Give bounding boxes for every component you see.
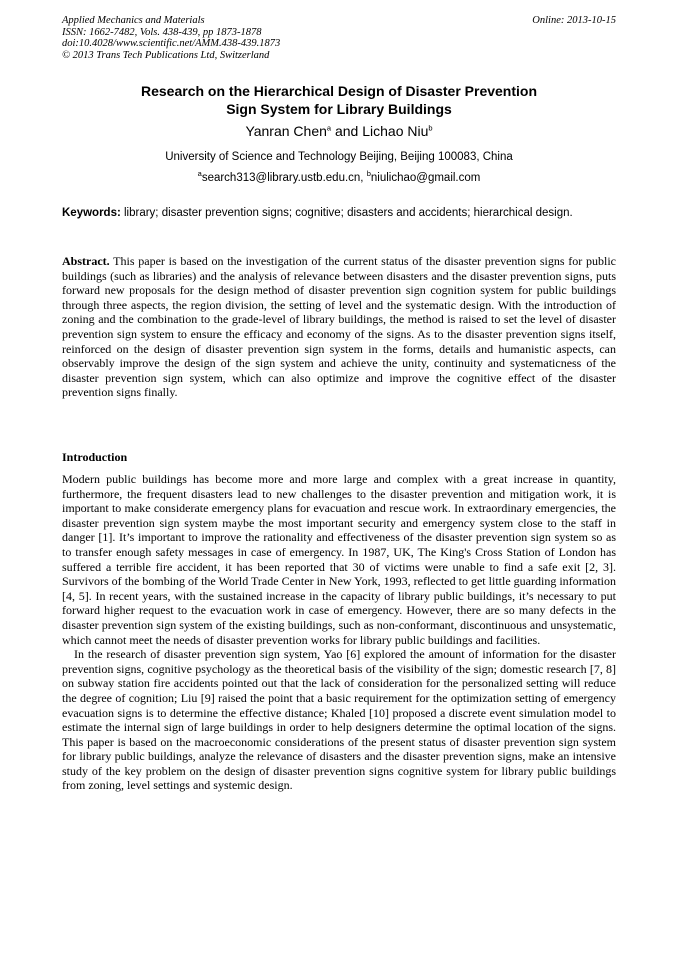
online-date: Online: 2013-10-15: [532, 15, 616, 26]
keywords-text: library; disaster prevention signs; cognitive; disasters and accidents; hierarchical design.: [120, 207, 573, 219]
keywords-label: Keywords:: [62, 207, 121, 219]
author-2: Lichao Niu: [362, 123, 429, 139]
paper-title: [62, 82, 616, 118]
email-b-mark: b: [366, 169, 371, 179]
intro-paragraph-1: Modern public buildings has become more and more large and complex with a great increase in quantity, furthermore, the frequent disasters lead to new challenges to the disaster prevention and mitigation work, it is important to make considerate emergency plans for evacuation and rescue work. In extraordinary emergencies, the disaster prevention sign system maybe the most important security and emergency system close to the staff in danger [1]. It’s important to improve the rationality and effectiveness of the disaster prevention sign system so as to transfer enough safety messages in case of emergency. In 1987, UK, The King's Cross Station of London has suffered a terrible fire accident, it has been reported that 30 of victims were unable to find a safe exit [2, 3]. Survivors of the bombing of the World Trade Center in New York, 1993, reflected to get little guarding information [4, 5]. In recent years, with the sustained increase in the capacity of library public buildings, it’s necessary to put forward higher request to the evacuation work in case of emergency. However, there are so many defects in the disaster prevention sign system of the existing buildings, such as non-conformant, discontinuous and unsystematic, which cannot meet the needs of disaster prevention works for library public buildings and facilities.: [62, 472, 616, 647]
journal-doi: doi:10.4028/www.scientific.net/AMM.438-439.1873: [62, 38, 281, 49]
section-heading-introduction: Introduction: [62, 450, 128, 464]
intro-paragraph-2: In the research of disaster prevention sign system, Yao [6] explored the amount of information for the disaster prevention signs, cognitive psychology as the theoretical basis of the visibility of the sign; domestic research [7, 8] on subway station fire accidents pointed out that the lack of consideration for the personalized setting will reduce the degree of cognition; Liu [9] raised the point that a basic requirement for the optimization setting of emergency evacuation signs is to determine the effective distance; Khaled [10] proposed a discrete event simulation model to estimate the internal sign of large buildings in order to help designers determine the optimal location of the signs. This paper is based on the macroeconomic considerations of the present status of disaster prevention sign system for library public buildings, analyze the relevance of disasters and the disaster prevention signs, make an intensive study of the key problem on the design of disaster prevention signs cognitive system for library public buildings from zoning, level settings and systemic design.: [62, 647, 616, 793]
abstract-text: This paper is based on the investigation of the current status of the disaster prevention signs for public buildings (such as libraries) and the analysis of relevance between disasters and the disaster prevention signs, puts forward new proposals for the design method of disaster prevention sign cognition system for public buildings through three aspects, the region division, the setting of level and the systematic design. With the introduction of zoning and the combination to the grade-level of library buildings, the method is raised to set the level of disaster prevention sign system to ensure the efficacy and economy of the signs. As to the disaster prevention signs itself, reinforced on the design of disaster prevention sign system in the forms, details and humanistic aspects, can observably improve the design of the sign system and achieve the unity, continuity and systematicness of the disaster prevention sign system, which can also optimize and improve the cognitive effect of the disaster prevention signs finally.: [62, 254, 616, 400]
author-emails: [62, 171, 616, 185]
author-1: Yanran Chen: [245, 123, 327, 139]
email-a-mark: a: [197, 169, 202, 179]
author-list: [62, 123, 616, 140]
abstract-label: Abstract.: [62, 254, 110, 268]
journal-name: Applied Mechanics and Materials: [62, 15, 205, 26]
title-line-2: Sign System for Library Buildings: [226, 101, 452, 117]
journal-issn: ISSN: 1662-7482, Vols. 438-439, pp 1873-1878: [62, 26, 262, 38]
title-line-1: Research on the Hierarchical Design of Disaster Prevention: [140, 83, 538, 99]
abstract: [62, 254, 616, 400]
email-a: search313@library.ustb.edu.cn,: [201, 172, 367, 184]
author-1-affil-mark: a: [326, 123, 332, 133]
affiliation: University of Science and Technology Beijing, Beijing 100083, China: [165, 151, 513, 163]
author-2-affil-mark: b: [428, 123, 433, 133]
journal-header: [62, 15, 616, 61]
journal-copyright: © 2013 Trans Tech Publications Ltd, Switzerland: [62, 49, 270, 61]
keywords: [62, 206, 616, 221]
email-b: niulichao@gmail.com: [370, 172, 481, 184]
author-separator: and: [331, 123, 363, 139]
introduction-body: [62, 472, 616, 793]
